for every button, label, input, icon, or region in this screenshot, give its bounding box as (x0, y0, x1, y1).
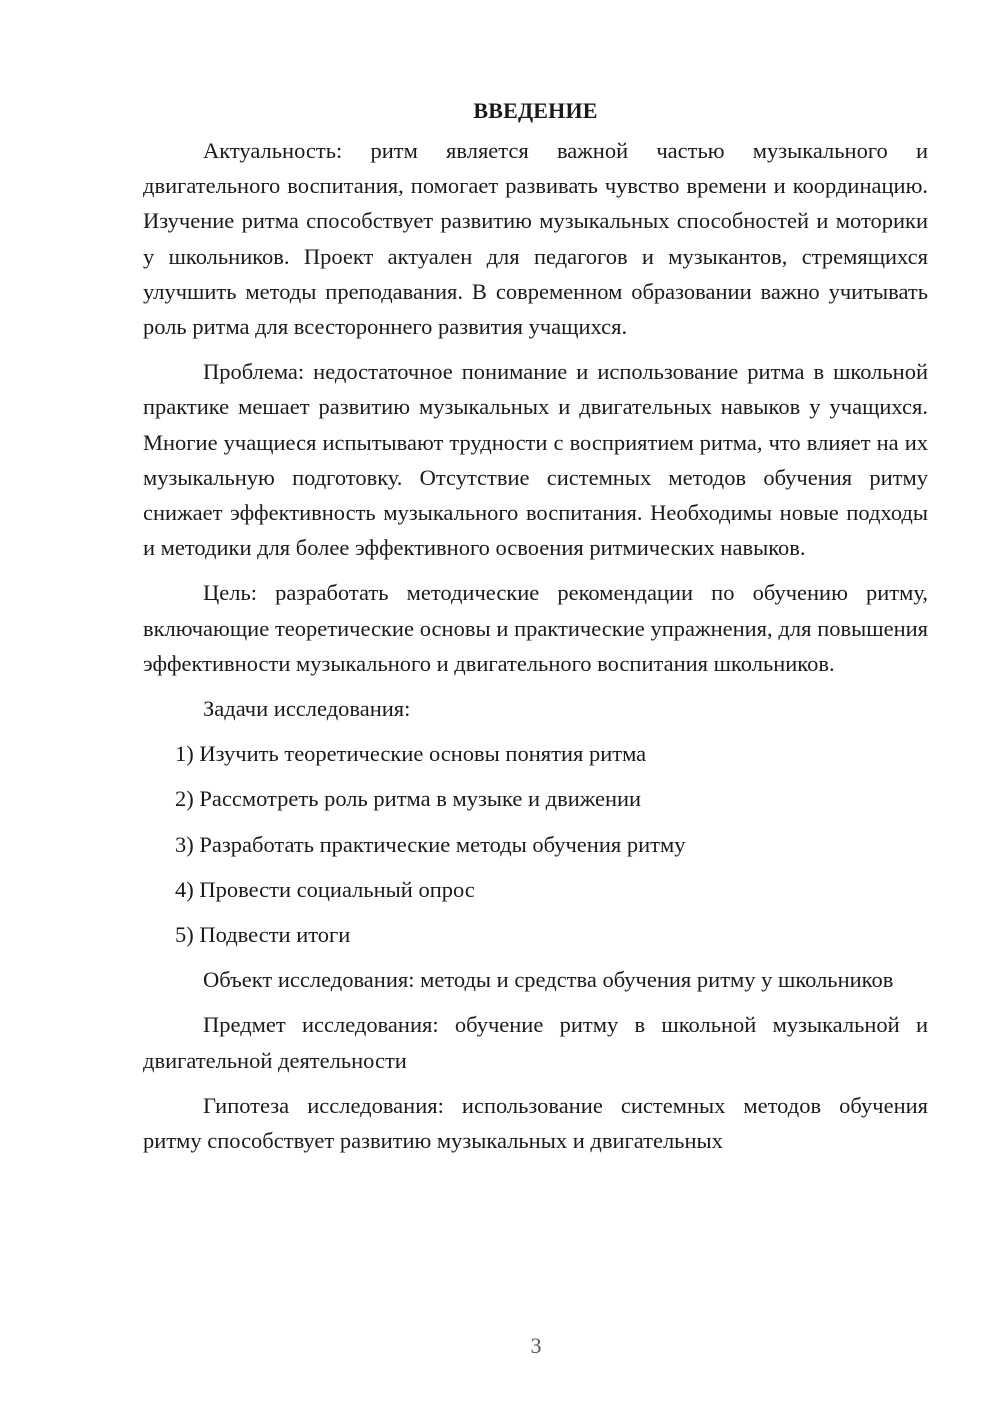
section-heading: ВВЕДЕНИЕ (473, 98, 598, 123)
goal-paragraph: Цель: разработать методические рекомендации по обучению ритму, включающие теоретические основы и практические упражнения, для повышения эффективности музыкального и двигательного воспитания школьников. (143, 580, 928, 676)
object-paragraph: Объект исследования: методы и средства обучения ритму у школьников (203, 967, 894, 993)
page-number: 3 (530, 1333, 542, 1358)
hypothesis-paragraph: Гипотеза исследования: использование системных методов обучения ритму способствует развитию музыкальных и двигательных (143, 1092, 928, 1154)
subject-paragraph: Предмет исследования: обучение ритму в школьной музыкальной и двигательной деятельности (143, 1012, 928, 1073)
list-item: 1) Изучить теоретические основы понятия ритма (175, 741, 647, 767)
list-item: 4) Провести социальный опрос (175, 876, 475, 902)
tasks-heading: Задачи исследования: (203, 696, 411, 722)
tasks-list (143, 736, 928, 952)
relevance-paragraph: Актуальность: ритм является важной частью музыкального и двигательного воспитания, помогает развивать чувство времени и координацию. Изучение ритма способствует развитию музыкальных способностей и моторики у школьников. Проект актуален для педагогов и музыкантов, стремящихся улучшить методы преподавания. В современном образовании важно учитывать роль ритма для всестороннего развития учащихся. (143, 138, 928, 340)
list-item: 3) Разработать практические методы обучения ритму (175, 831, 686, 857)
list-item: 2) Рассмотреть роль ритма в музыке и движении (175, 786, 642, 812)
list-item: 5) Подвести итоги (175, 922, 351, 948)
problem-paragraph: Проблема: недостаточное понимание и использование ритма в школьной практике мешает развитию музыкальных и двигательных навыков у учащихся. Многие учащиеся испытывают трудности с восприятием ритма, что влияет на их музыкальную подготовку. Отсутствие системных методов обучения ритму снижает эффективность музыкального воспитания. Необходимы новые подходы и методики для более эффективного освоения ритмических навыков. (143, 359, 928, 561)
